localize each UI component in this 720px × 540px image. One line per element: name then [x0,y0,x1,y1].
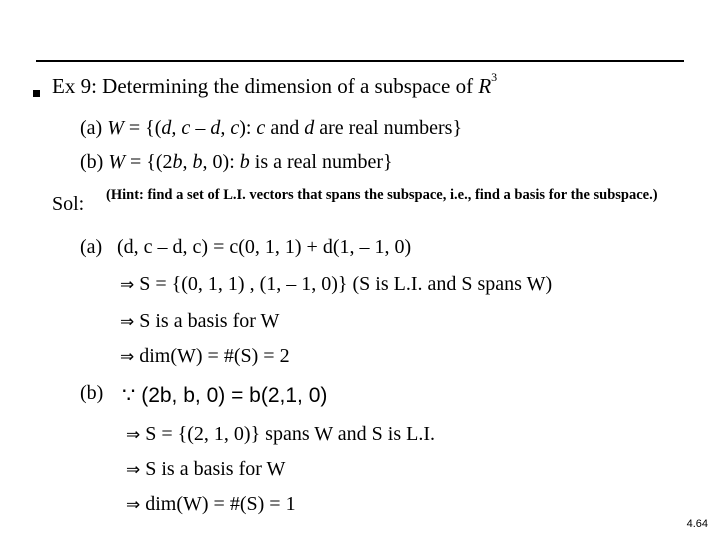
bullet-square-icon [33,90,40,97]
part-b-basis: ⇒ S is a basis for W [126,458,286,480]
implies-icon: ⇒ [126,460,141,480]
part-a-definition: (a) W = {(d, c – d, c): c and d are real numbers} [80,117,463,139]
part-a-basis: ⇒ S is a basis for W [120,310,280,332]
implies-icon: ⇒ [126,495,141,515]
implies-icon: ⇒ [120,275,135,295]
part-b-dimension: ⇒ dim(W) = #(S) = 1 [126,493,296,515]
part-b-label: (b) [80,382,104,404]
part-a-equation: (d, c – d, c) = c(0, 1, 1) + d(1, – 1, 0) [117,236,412,258]
implies-icon: ⇒ [120,312,135,332]
part-b-definition: (b) W = {(2b, b, 0): b is a real number} [80,151,393,173]
solution-label: Sol: [52,193,85,215]
part-a-s-set: ⇒ S = {(0, 1, 1) , (1, – 1, 0)} (S is L.I. and S spans W) [120,273,553,295]
title-rule [36,60,684,62]
part-b-s-set: ⇒ S = {(2, 1, 0)} spans W and S is L.I. [126,423,435,445]
part-b-formula: ∵ (2b, b, 0) = b(2,1, 0) [122,384,328,407]
implies-icon: ⇒ [120,347,135,367]
hint-text: (Hint: find a set of L.I. vectors that spans the subspace, i.e., find a basis for the subspace.) [106,187,658,203]
part-a-label: (a) [80,236,103,258]
implies-icon: ⇒ [126,425,141,445]
page-number: 4.64 [686,518,708,530]
slide-title: Ex 9: Determining the dimension of a subspace of $R^3$ [52,70,498,98]
part-a-dimension: ⇒ dim(W) = #(S) = 2 [120,345,290,367]
